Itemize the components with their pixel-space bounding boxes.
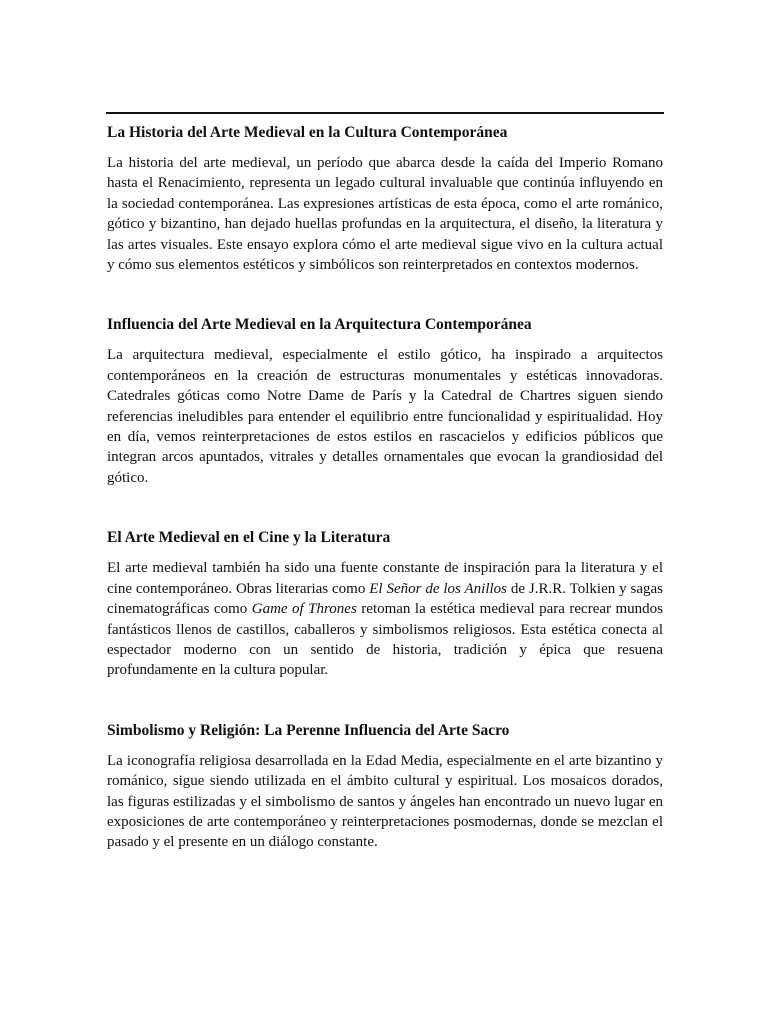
section-paragraph: La arquitectura medieval, especialmente el estilo gótico, ha inspirado a arquitectos contemporáneos en la creación de estructuras monumentales y estéticas innovadoras. Catedrales góticas como Notre Dame de París y la Catedral de Chartres siguen siendo referencias ineludibles para entender el equilibrio entre funcionalidad y espiritualidad. Hoy en día, vemos reinterpretaciones de estos estilos en rascacielos y edificios públicos que integran arcos apuntados, vitrales y detalles ornamentales que evocan la grandiosidad del gótico. [107, 347, 663, 486]
section-arquitectura [107, 315, 663, 488]
section-paragraph: La iconografía religiosa desarrollada en la Edad Media, especialmente en el arte bizantino y románico, sigue siendo utilizada en el ámbito cultural y espiritual. Los mosaicos dorados, las figuras estilizadas y el simbolismo de santos y ángeles han encontrado un nuevo lugar en exposiciones de arte contemporáneo y reinterpretaciones posmodernas, donde se mezclan el pasado y el presente en un diálogo constante. [107, 752, 663, 851]
document-body [107, 123, 663, 853]
section-paragraph [107, 558, 663, 680]
book-title: El Señor de los Anillos [369, 580, 507, 597]
section-paragraph: La historia del arte medieval, un período que abarca desde la caída del Imperio Romano hasta el Renacimiento, representa un legado cultural invaluable que continúa influyendo en la sociedad contemporánea. Las expresiones artísticas de esta época, como el arte románico, gótico y bizantino, han dejado huellas profundas en la arquitectura, el diseño, la literatura y las artes visuales. Este ensayo explora cómo el arte medieval sigue vivo en la cultura actual y cómo sus elementos estéticos y simbólicos son reinterpretados en contextos modernos. [107, 155, 663, 274]
paragraph-text: retoman la estética medieval para recrear mundos fantásticos llenos de castillos, caballeros y simbolismos religiosos. Esta estética conecta al espectador moderno con un sentido de historia, tradición y épica que resuena profundamente en la cultura popular. [107, 601, 664, 679]
section-heading: Influencia del Arte Medieval en la Arquitectura Contemporánea [107, 316, 532, 334]
section-cine-literatura [107, 528, 663, 680]
section-simbolismo [107, 721, 663, 853]
series-title: Game of Thrones [251, 601, 357, 618]
paragraph-text: de J.R.R. Tolkien y sagas cinematográficas como [107, 580, 663, 618]
top-divider [106, 112, 664, 114]
section-heading: La Historia del Arte Medieval en la Cultura Contemporánea [107, 124, 508, 141]
paragraph-text: El arte medieval también ha sido una fuente constante de inspiración para la literatura y el cine contemporáneo. Obras literarias como [107, 560, 663, 597]
section-heading: Simbolismo y Religión: La Perenne Influencia del Arte Sacro [107, 721, 510, 739]
section-heading: El Arte Medieval en el Cine y la Literatura [107, 529, 391, 547]
section-historia [107, 123, 663, 275]
